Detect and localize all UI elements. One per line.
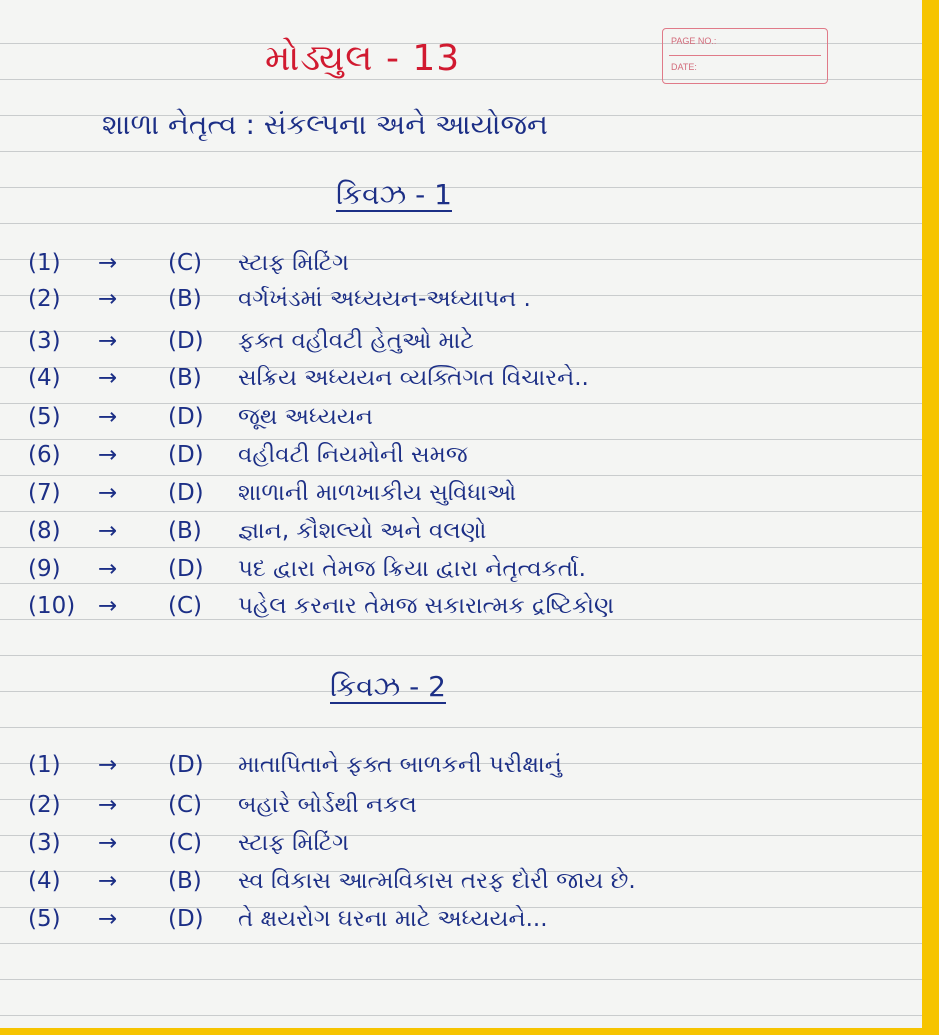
quiz-1-answer-2 [28,286,531,312]
arrow-icon: → [98,480,118,506]
quiz-2-answer-5 [28,906,548,932]
arrow-icon: → [98,442,118,468]
quiz-1-answer-9 [28,556,586,582]
answer-number: (8) [28,518,61,544]
answer-number: (3) [28,328,61,354]
answer-text: સ્વ વિકાસ આત્મવિકાસ તરફ દોરી જાય છે. [238,868,636,894]
answer-number: (5) [28,906,61,932]
answer-option: (B) [168,365,202,391]
arrow-icon: → [98,830,118,856]
answer-number: (2) [28,792,61,818]
quiz-2-answer-1 [28,752,562,778]
page-subtitle: શાળા નેતૃત્વ : સંકલ્પના અને આયોજન [102,108,548,141]
arrow-icon: → [98,593,118,619]
quiz-1-answer-10 [28,593,614,619]
answer-number: (5) [28,404,61,430]
arrow-icon: → [98,518,118,544]
arrow-icon: → [98,365,118,391]
quiz-1-heading: કિવઝ - 1 [336,178,452,211]
answer-option: (D) [168,480,204,506]
answer-option: (D) [168,752,204,778]
quiz-1-answer-4 [28,365,589,391]
quiz-2-answer-4 [28,868,636,894]
arrow-icon: → [98,868,118,894]
page-date-box [662,28,828,84]
quiz-1-answer-6 [28,442,468,468]
answer-option: (D) [168,906,204,932]
answer-text: માતાપિતાને ફક્ત બાળકની પરીક્ષાનું [238,752,562,778]
answer-text: બહારે બોર્ડથી નકલ [238,792,417,818]
arrow-icon: → [98,328,118,354]
answer-number: (9) [28,556,61,582]
answer-text: તે ક્ષયરોગ ઘરના માટે અધ્યયને... [238,906,548,932]
arrow-icon: → [98,792,118,818]
answer-option: (C) [168,593,203,619]
answer-option: (D) [168,442,204,468]
quiz-1-answer-1 [28,250,349,276]
answer-option: (B) [168,286,202,312]
answer-number: (1) [28,752,61,778]
answer-text: જ્ઞાન, કૌશલ્યો અને વલણો [238,518,487,544]
answer-text: સ્ટાફ મિટિંગ [238,250,349,276]
answer-number: (4) [28,365,61,391]
page-no-label: PAGE NO.: [671,36,717,46]
answer-number: (1) [28,250,61,276]
quiz-1-answer-5 [28,404,373,430]
date-label: DATE: [671,62,697,72]
arrow-icon: → [98,906,118,932]
answer-number: (3) [28,830,61,856]
quiz-2-heading: કિવઝ - 2 [330,670,446,703]
answer-number: (7) [28,480,61,506]
answer-text: સ્ટાફ મિટિંગ [238,830,349,856]
answer-text: સક્રિય અધ્યયન વ્યક્તિગત વિચારને.. [238,365,589,391]
answer-number: (2) [28,286,61,312]
answer-text: વહીવટી નિયમોની સમજ [238,442,468,468]
quiz-1-answer-8 [28,518,486,544]
page-box-divider [669,55,821,56]
answer-text: પદ દ્વારા તેમજ ક્રિયા દ્વારા નેતૃત્વકર્તા. [238,556,586,582]
answer-number: (4) [28,868,61,894]
quiz-1-answer-7 [28,480,516,506]
arrow-icon: → [98,752,118,778]
answer-option: (B) [168,518,202,544]
page-title: મોડ્યુલ - 13 [265,38,461,79]
arrow-icon: → [98,250,118,276]
arrow-icon: → [98,556,118,582]
quiz-2-answer-2 [28,792,417,818]
answer-number: (6) [28,442,61,468]
answer-text: ફક્ત વહીવટી હેતુઓ માટે [238,328,474,354]
answer-text: પહેલ કરનાર તેમજ સકારાત્મક દ્રષ્ટિકોણ [238,593,615,619]
answer-option: (B) [168,868,202,894]
answer-number: (10) [28,593,76,619]
quiz-2-answer-3 [28,830,349,856]
answer-option: (D) [168,328,204,354]
answer-text: વર્ગખંડમાં અધ્યયન-અધ્યાપન . [238,286,531,312]
arrow-icon: → [98,404,118,430]
answer-text: શાળાની માળખાકીય સુવિધાઓ [238,480,517,506]
answer-option: (D) [168,404,204,430]
arrow-icon: → [98,286,118,312]
answer-text: જૂથ અધ્યયન [238,404,373,430]
quiz-1-answer-3 [28,328,474,354]
answer-option: (C) [168,830,203,856]
answer-option: (C) [168,250,203,276]
answer-option: (D) [168,556,204,582]
answer-option: (C) [168,792,203,818]
